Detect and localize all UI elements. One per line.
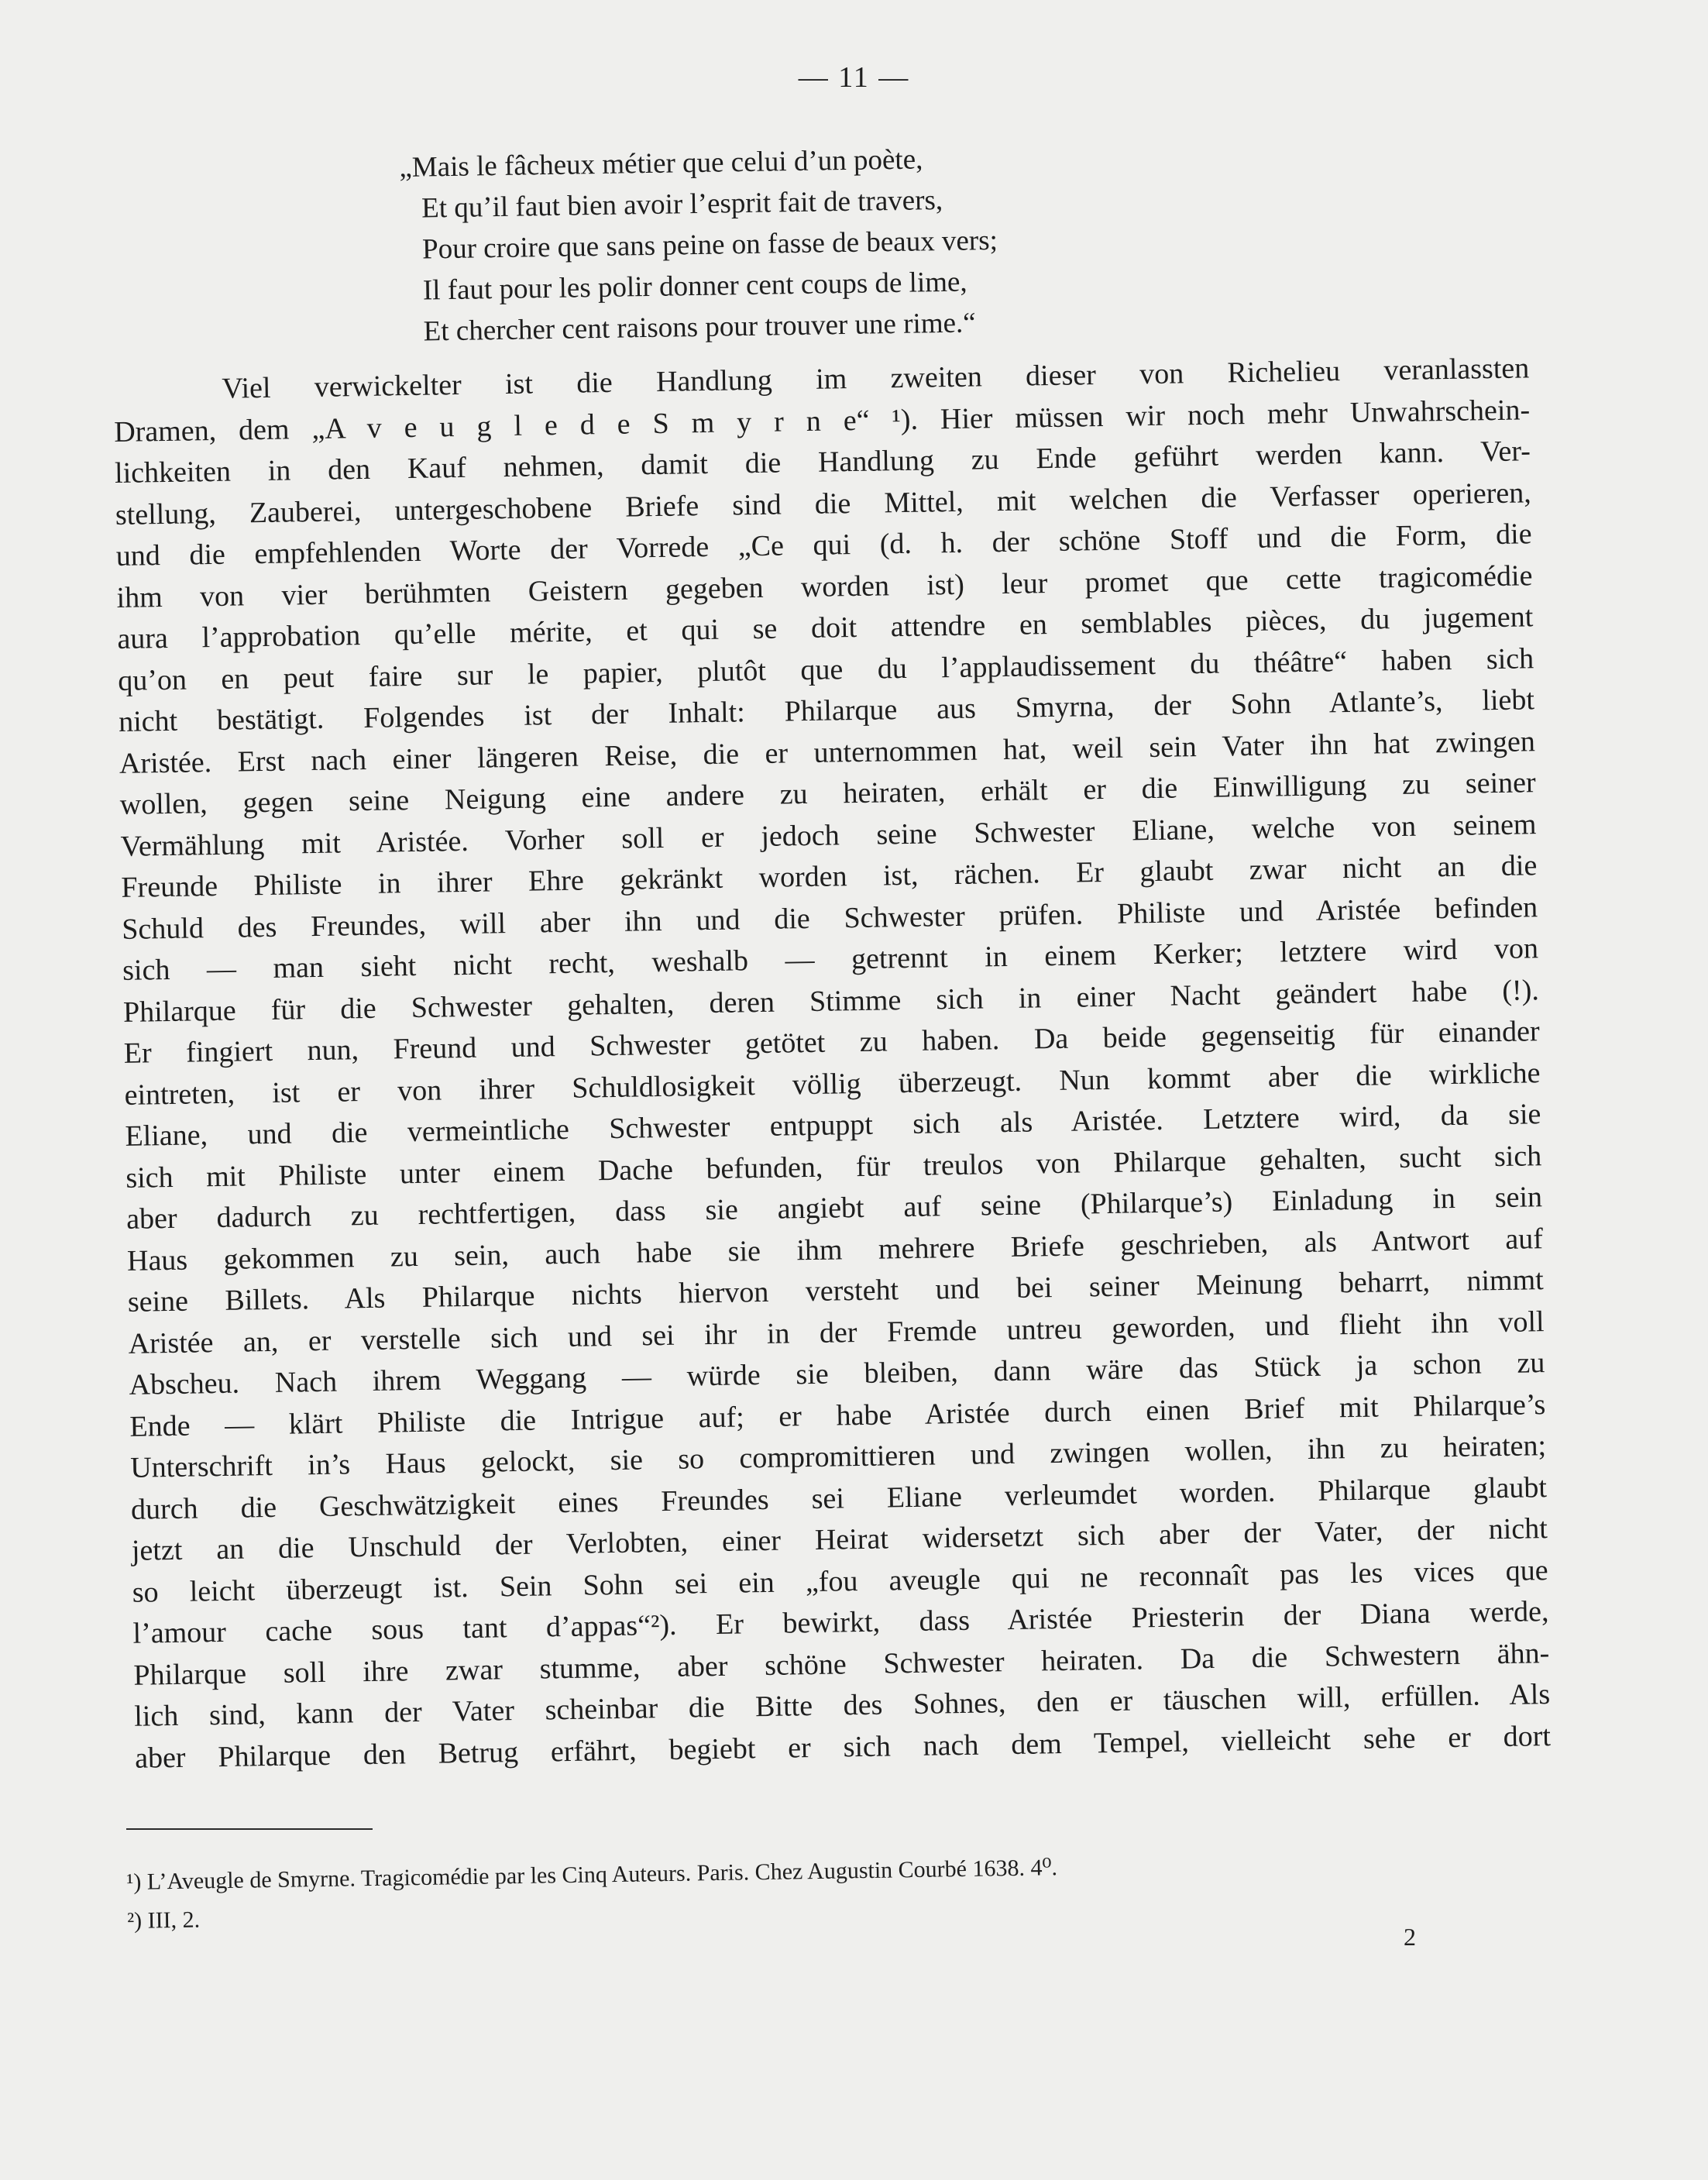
text-line: seine Billets. Als Philarque nichts hiervon versteht und bei seiner Meinung beharrt, nimmt	[127, 1264, 1545, 1319]
text-line: so leicht überzeugt ist. Sein Sohn sei ein „fou aveugle qui ne reconnaît pas les vices que	[132, 1553, 1548, 1609]
text-line: aura l’approbation qu’elle mérite, et qui se doit attendre en semblables pièces, du jugement	[117, 600, 1534, 655]
text-line: nicht bestätigt. Folgendes ist der Inhalt: Philarque aus Smyrna, der Sohn Atlante’s, liebt	[118, 683, 1535, 738]
text-line: Philarque für die Schwester gehalten, deren Stimme sich in einer Nacht geändert habe (!).	[122, 973, 1540, 1029]
text-line: Ende — klärt Philiste die Intrigue auf; er habe Aristée durch einen Brief mit Philarque’s	[129, 1387, 1546, 1443]
footnotes	[126, 1841, 1490, 1941]
text-line: Eliane, und die vermeintliche Schwester entpuppt sich als Aristée. Letztere wird, da sie	[125, 1098, 1541, 1153]
page-number: — 11 —	[798, 61, 910, 94]
text-line: Abscheu. Nach ihrem Weggang — würde sie bleiben, dann wäre das Stück ja schon zu	[129, 1346, 1545, 1401]
text-line: aber Philarque den Betrug erfährt, begiebt er sich nach dem Tempel, vielleicht sehe er dort	[134, 1719, 1552, 1775]
text-line: durch die Geschwätzigkeit eines Freundes sei Eliane verleumdet worden. Philarque glaubt	[130, 1470, 1548, 1526]
text-line: Viel verwickelter ist die Handlung im zweiten dieser von Richelieu veranlassten	[222, 352, 1530, 405]
text-line: wollen, gegen seine Neigung eine andere zu heiraten, erhält er die Einwilligung zu seiner	[119, 766, 1536, 821]
verse-line: Et qu’il faut bien avoir l’esprit fait de travers,	[421, 184, 943, 225]
text-line: Unterschrift in’s Haus gelockt, sie so compromittieren und zwingen wollen, ihn zu heiraten;	[129, 1429, 1547, 1484]
text-line: jetzt an die Unschuld der Verlobten, einer Heirat widersetzt sich aber der Vater, der nicht	[131, 1512, 1548, 1567]
verse-line: Pour croire que sans peine on fasse de beaux vers;	[421, 224, 998, 266]
verse-line: Il faut pour les polir donner cent coups de lime,	[422, 266, 967, 307]
text-line: Aristée an, er verstelle sich und sei ihr in der Fremde untreu geworden, und flieht ihn voll	[128, 1305, 1545, 1360]
text-line: lich sind, kann der Vater scheinbar die Bitte des Sohnes, den er täuschen will, erfüllen. Als	[133, 1678, 1551, 1733]
verse-line: „Mais le fâcheux métier que celui d’un poète,	[399, 143, 923, 184]
verse-line: Et chercher cent raisons pour trouver une rime.“	[423, 307, 976, 348]
text-line: sich mit Philiste unter einem Dache befunden, für treulos von Philarque gehalten, sucht sich	[125, 1139, 1542, 1195]
text-line: l’amour cache sous tant d’appas“²). Er bewirkt, dass Aristée Priesterin der Diana werde,	[132, 1595, 1549, 1650]
text-line: sich — man sieht nicht recht, weshalb — getrennt in einem Kerker; letztere wird von	[122, 932, 1539, 987]
text-line: aber dadurch zu rechtfertigen, dass sie angiebt auf seine (Philarque’s) Einladung in sein	[125, 1181, 1543, 1236]
text-line: ihm von vier berühmten Geistern gegeben worden ist) leur promet que cette tragicomédie	[116, 559, 1533, 614]
text-line: Philarque soll ihre zwar stumme, aber schöne Schwester heiraten. Da die Schwestern ähn-	[133, 1636, 1550, 1692]
text-line: Aristée. Erst nach einer längeren Reise, die er unternommen hat, weil sein Vater ihn hat zwingen	[119, 724, 1536, 780]
footnote-1: ¹) L’Aveugle de Smyrne. Tragicomédie par les Cinq Auteurs. Paris. Chez Augustin Courbé 1638. 4⁰.	[126, 1855, 1058, 1895]
text-line: eintreten, ist er von ihrer Schuldlosigkeit völlig überzeugt. Nun kommt aber die wirkliche	[124, 1056, 1541, 1112]
text-line: lichkeiten in den Kauf nehmen, damit die Handlung zu Ende geführt werden kann. Ver-	[114, 435, 1531, 490]
footnote-divider	[126, 1828, 373, 1830]
text-line: Dramen, dem „A v e u g l e d e S m y r n e“ ¹). Hier müssen wir noch mehr Unwahrschein-	[113, 393, 1531, 449]
text-line: Freunde Philiste in ihrer Ehre gekränkt worden ist, rächen. Er glaubt zwar nicht an die	[121, 849, 1538, 904]
verse-quotation	[399, 134, 1254, 352]
text-line: Haus gekommen zu sein, auch habe sie ihm mehrere Briefe geschrieben, als Antwort auf	[126, 1222, 1544, 1277]
text-line: stellung, Zauberei, untergeschobene Briefe sind die Mittel, mit welchen die Verfasser operieren,	[115, 476, 1532, 531]
text-line: qu’on en peut faire sur le papier, plutôt que du l’applaudissement du théâtre“ haben sich	[117, 641, 1534, 697]
footnote-2: ²) III, 2.	[126, 1907, 201, 1934]
text-line: Er fingiert nun, Freund und Schwester getötet zu haben. Da beide gegenseitig für einander	[123, 1015, 1540, 1070]
printer-signature-mark: 2	[1404, 1923, 1416, 1951]
text-line: Vermählung mit Aristée. Vorher soll er jedoch seine Schwester Eliane, welche von seinem	[120, 807, 1537, 863]
text-line: Schuld des Freundes, will aber ihn und die Schwester prüfen. Philiste und Aristée befinden	[122, 890, 1538, 946]
text-line: und die empfehlenden Worte der Vorrede „Ce qui (d. h. der schöne Stoff und die Form, die	[115, 517, 1532, 573]
body-paragraph	[113, 348, 1551, 1779]
